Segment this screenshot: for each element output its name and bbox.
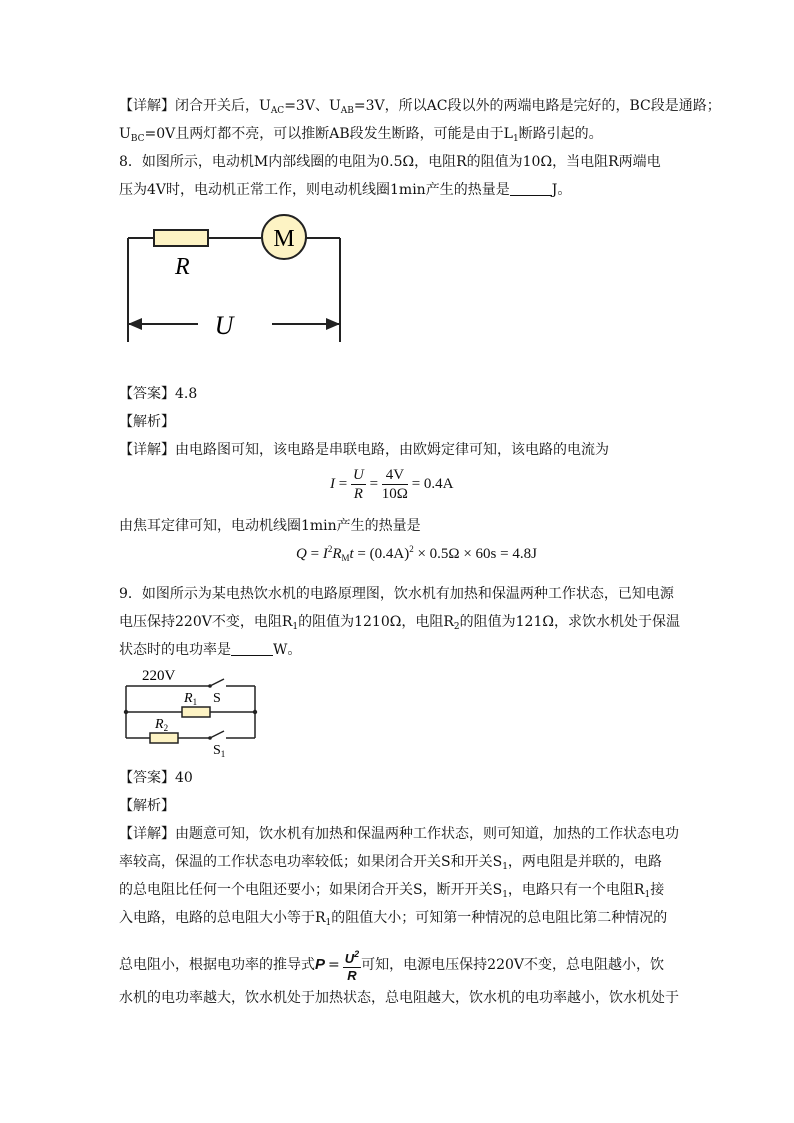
analysis-label: 【解析】 [119, 414, 175, 430]
r1-label: $R_1$ [184, 691, 198, 707]
detail-line: 入电路，电路的总电阻大小等于$R_1$的阻值大小；可知第一种情况的总电阻比第二种情况的 [119, 910, 668, 928]
detail-paragraph-line: 【详解】闭合开关后，$U_{AC}=3V$、$U_{AB}=3V$，所以AC段以外的两端电路是完好的，BC段是通路； [119, 98, 721, 116]
resistor-r2 [150, 733, 178, 743]
question-9-text: 状态时的电功率是 W。 [119, 642, 302, 658]
answer-blank [510, 181, 552, 196]
question-8-text: 8．如图所示，电动机M内部线圈的电阻为0.5Ω，电阻R的阻值为10Ω，当电阻R两端电 [119, 154, 661, 170]
detail-line: 【详解】由题意可知，饮水机有加热和保温两种工作状态，则可知道，加热的工作状态电功 [119, 826, 679, 842]
detail-line: 率较高，保温的工作状态电功率较低；如果闭合开关S和开关$S_1$，两电阻是并联的，电路 [119, 854, 662, 872]
motor-circuit-diagram [120, 210, 350, 350]
r2-label: $R_2$ [155, 717, 169, 733]
detail-line: 总电阻小，根据电功率的推导式P = $\frac{U^2}{R}$ 可知，电源电压保持220V不变，总电阻越小，饮 [119, 946, 664, 984]
answer-line: 【答案】40 [119, 770, 193, 786]
detail-line: 水机的电功率越大，饮水机处于加热状态，总电阻越大，饮水机的电功率越小，饮水机处于 [119, 990, 679, 1006]
resistor-r [154, 230, 208, 246]
analysis-label: 【解析】 [119, 798, 175, 814]
resistor-r1 [182, 707, 210, 717]
answer-line: 【答案】4.8 [119, 386, 198, 402]
detail-line: 的总电阻比任何一个电阻还要小；如果闭合开关S，断开开关$S_1$，电路只有一个电阻$R_1$接 [119, 882, 665, 900]
water-dispenser-circuit-diagram [120, 662, 270, 762]
joule-law-equation: $Q = I^2R_Mt = (0.4A)^2 \times 0.5\Omega \times 60s = 4.8J$ [296, 544, 537, 563]
resistor-label: R [175, 254, 190, 280]
motor-label: M [273, 226, 295, 252]
voltage-label: U [214, 311, 234, 340]
question-8-text: 压为4V时，电动机正常工作，则电动机线圈1min产生的热量是 J。 [119, 182, 572, 198]
detail-paragraph-line: $U_{BC}=0V$且两灯都不亮，可以推断AB段发生断路，可能是由于$L_1$断路引起的。 [119, 126, 603, 144]
question-9-text: 9．如图所示为某电热饮水机的电路原理图，饮水机有加热和保温两种工作状态，已知电源 [119, 586, 674, 602]
ohms-law-equation: I = $\frac{U}{R}$ = $\frac{4V}{10\Omega}$ = 0.4A [330, 467, 454, 502]
switch-s1-label: $S_1$ [213, 743, 226, 759]
source-voltage-label: 220V [142, 668, 176, 684]
answer-blank [231, 641, 273, 656]
detail-line: 由焦耳定律可知，电动机线圈1min产生的热量是 [119, 518, 421, 534]
question-9-text: 电压保持220V不变，电阻$R_1$的阻值为1210Ω，电阻$R_2$的阻值为121Ω，求饮水机处于保温 [119, 614, 680, 632]
detail-line: 【详解】由电路图可知，该电路是串联电路，由欧姆定律可知，该电路的电流为 [119, 442, 609, 458]
switch-s-label: S [213, 691, 221, 706]
